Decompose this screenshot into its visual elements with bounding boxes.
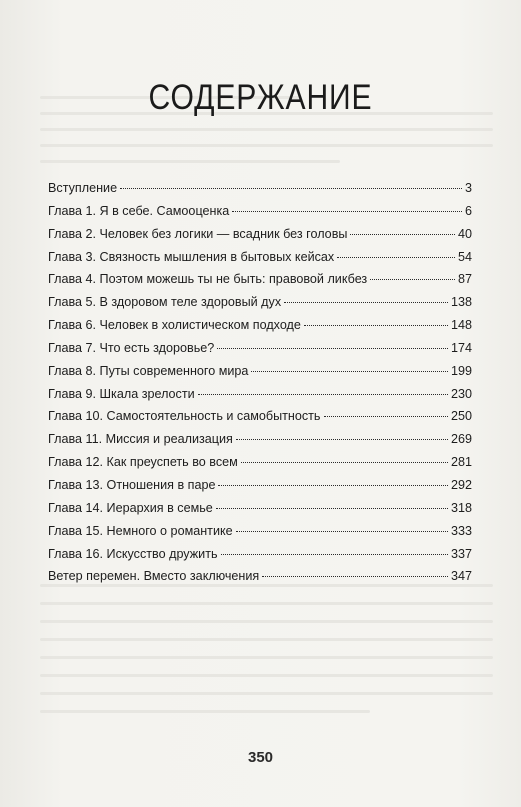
toc-entry-title: Глава 3. Связность мышления в бытовых кейсах	[48, 249, 335, 264]
dot-leader	[120, 188, 462, 189]
toc-entry-page: 292	[450, 477, 472, 492]
toc-entry	[48, 200, 472, 223]
toc-entry	[48, 246, 472, 269]
dot-leader	[218, 485, 448, 486]
toc-entry-title: Глава 10. Самостоятельность и самобытность	[48, 409, 321, 424]
toc-entry-title: Ветер перемен. Вместо заключения	[48, 569, 260, 584]
toc-entry-page: 337	[450, 546, 472, 561]
toc-entry	[48, 383, 472, 406]
toc-entry-title: Глава 1. Я в себе. Самооценка	[48, 203, 230, 218]
dot-leader	[304, 325, 448, 326]
bleed-through-line	[40, 656, 493, 659]
dot-leader	[236, 439, 448, 440]
bleed-through-line	[40, 144, 493, 147]
toc-entry-page: 269	[450, 432, 472, 447]
toc-entry-page: 281	[450, 455, 472, 470]
toc-entry	[48, 360, 472, 383]
toc-entry-title: Глава 12. Как преуспеть во всем	[48, 455, 238, 470]
toc-entry-page: 87	[457, 272, 472, 287]
toc-entry-page: 230	[450, 386, 472, 401]
toc-entry-page: 3	[464, 181, 472, 195]
toc-entry	[48, 177, 472, 200]
toc-entry-page: 6	[464, 203, 472, 218]
toc-entry-title: Глава 13. Отношения в паре	[48, 477, 216, 492]
bleed-through-line	[40, 128, 493, 131]
table-of-contents	[48, 177, 472, 588]
toc-entry-title: Глава 7. Что есть здоровье?	[48, 340, 215, 355]
dot-leader	[216, 508, 448, 509]
toc-entry	[48, 223, 472, 246]
toc-entry-page: 54	[457, 249, 472, 264]
toc-entry	[48, 428, 472, 451]
bleed-through-line	[40, 620, 493, 623]
dot-leader	[251, 371, 448, 372]
toc-entry-title: Глава 5. В здоровом теле здоровый дух	[48, 295, 282, 310]
toc-entry-page: 174	[450, 340, 472, 355]
bleed-through-line	[40, 710, 370, 713]
dot-leader	[262, 576, 448, 577]
toc-entry	[48, 314, 472, 337]
toc-entry	[48, 520, 472, 543]
toc-entry-title: Глава 14. Иерархия в семье	[48, 500, 213, 515]
dot-leader	[324, 416, 448, 417]
dot-leader	[337, 257, 455, 258]
bleed-through-line	[40, 602, 493, 605]
toc-entry	[48, 405, 472, 428]
toc-entry-page: 40	[457, 226, 472, 241]
toc-entry-title: Вступление	[48, 181, 118, 195]
toc-entry-title: Глава 9. Шкала зрелости	[48, 386, 195, 401]
dot-leader	[198, 394, 448, 395]
dot-leader	[236, 531, 448, 532]
toc-entry	[48, 543, 472, 566]
dot-leader	[370, 279, 455, 280]
toc-entry-page: 318	[450, 500, 472, 515]
toc-entry-title: Глава 2. Человек без логики — всадник без головы	[48, 226, 348, 241]
toc-entry-title: Глава 8. Путы современного мира	[48, 363, 249, 378]
toc-entry-title: Глава 6. Человек в холистическом подходе	[48, 318, 301, 333]
bleed-through-line	[40, 674, 493, 677]
dot-leader	[217, 348, 448, 349]
toc-entry	[48, 497, 472, 520]
toc-entry-title: Глава 11. Миссия и реализация	[48, 432, 233, 447]
toc-entry-title: Глава 16. Искусство дружить	[48, 546, 218, 561]
toc-entry-page: 250	[450, 409, 472, 424]
toc-entry	[48, 474, 472, 497]
toc-entry	[48, 565, 472, 588]
page-title: СОДЕРЖАНИЕ	[148, 78, 373, 117]
toc-entry	[48, 337, 472, 360]
toc-entry-page: 199	[450, 363, 472, 378]
dot-leader	[350, 234, 455, 235]
dot-leader	[221, 554, 448, 555]
dot-leader	[284, 302, 448, 303]
bleed-through-line	[40, 638, 493, 641]
toc-entry-title: Глава 15. Немного о романтике	[48, 523, 233, 538]
toc-entry	[48, 268, 472, 291]
dot-leader	[241, 462, 448, 463]
bleed-through-line	[40, 160, 340, 163]
page-number: 350	[247, 749, 274, 766]
toc-entry-page: 347	[450, 569, 472, 584]
toc-entry	[48, 451, 472, 474]
toc-entry-title: Глава 4. Поэтом можешь ты не быть: правовой ликбез	[48, 272, 368, 287]
toc-entry-page: 148	[450, 318, 472, 333]
toc-entry-page: 138	[450, 295, 472, 310]
toc-entry	[48, 291, 472, 314]
dot-leader	[232, 211, 462, 212]
bleed-through-line	[40, 692, 493, 695]
toc-entry-page: 333	[450, 523, 472, 538]
